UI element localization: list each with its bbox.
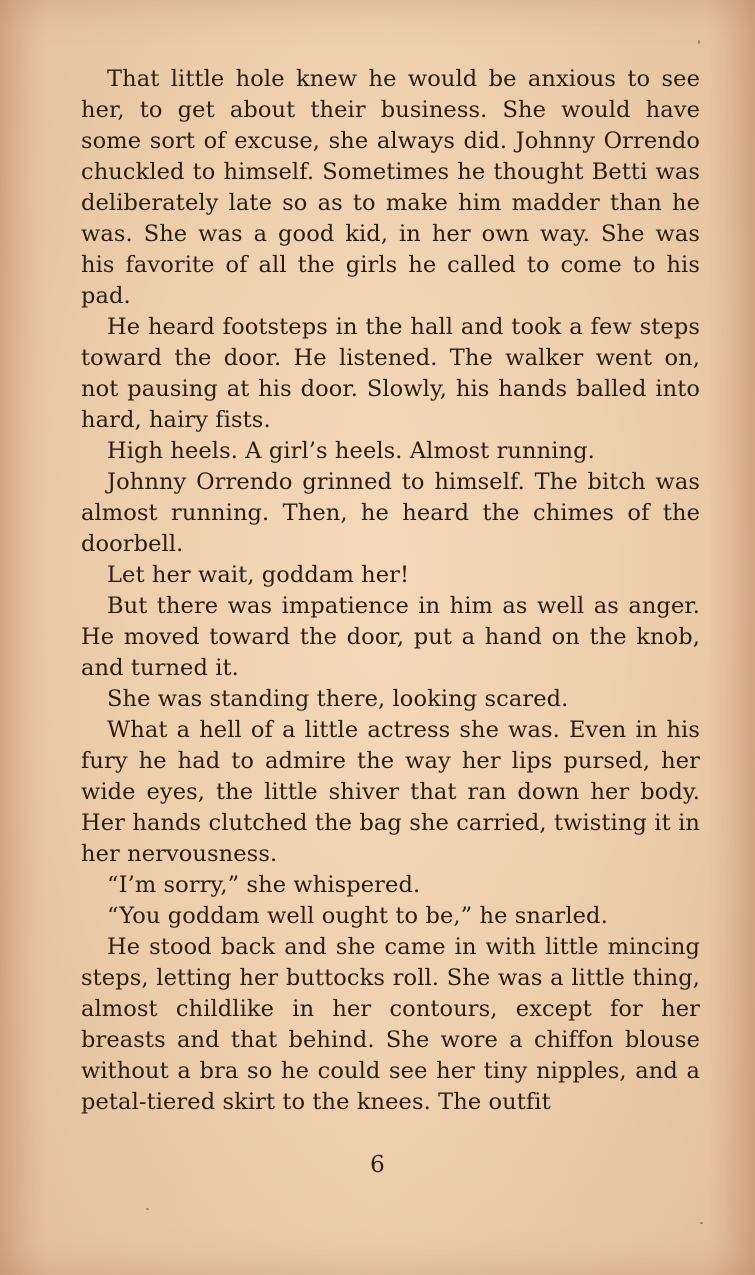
- paper-speck: [700, 1222, 703, 1224]
- body-text: [81, 64, 700, 1118]
- paragraph: Johnny Orrendo grinned to himself. The bitch was almost running. Then, he heard the chimes of the doorbell.: [81, 469, 700, 557]
- page-number: 6: [370, 1152, 385, 1178]
- paragraph: She was standing there, looking scared.: [107, 686, 569, 712]
- paper-speck: [698, 40, 700, 44]
- paragraph: What a hell of a little actress she was. Even in his fury he had to admire the way her lips pursed, her wide eyes, the little shiver that ran down her body. Her hands clutched the bag she carried, twisting it in her nervousness.: [81, 717, 700, 867]
- paragraph: That little hole knew he would be anxious to see her, to get about their business. She would have some sort of excuse, she always did. Johnny Orrendo chuckled to himself. Sometimes he thought Betti was deliberately late so as to make him madder than he was. She was a good kid, in her own way. She was his favorite of all the girls he called to come to his pad.: [81, 66, 700, 309]
- paragraph: He stood back and she came in with little mincing steps, letting her buttocks roll. She was a little thing, almost childlike in her contours, except for her breasts and that behind. She wore a chiffon blouse without a bra so he could see her tiny nipples, and a petal-tiered skirt to the knees. The outfit: [81, 934, 700, 1115]
- paragraph: “You goddam well ought to be,” he snarled.: [107, 903, 608, 929]
- paragraph: But there was impatience in him as well as anger. He moved toward the door, put a hand on the knob, and turned it.: [81, 593, 700, 681]
- paragraph: He heard footsteps in the hall and took a few steps toward the door. He listened. The walker went on, not pausing at his door. Slowly, his hands balled into hard, hairy fists.: [81, 314, 700, 433]
- paragraph: Let her wait, goddam her!: [107, 562, 410, 588]
- paper-speck: [146, 1208, 149, 1210]
- paragraph: “I’m sorry,” she whispered.: [107, 872, 421, 898]
- paragraph: High heels. A girl’s heels. Almost running.: [107, 438, 595, 464]
